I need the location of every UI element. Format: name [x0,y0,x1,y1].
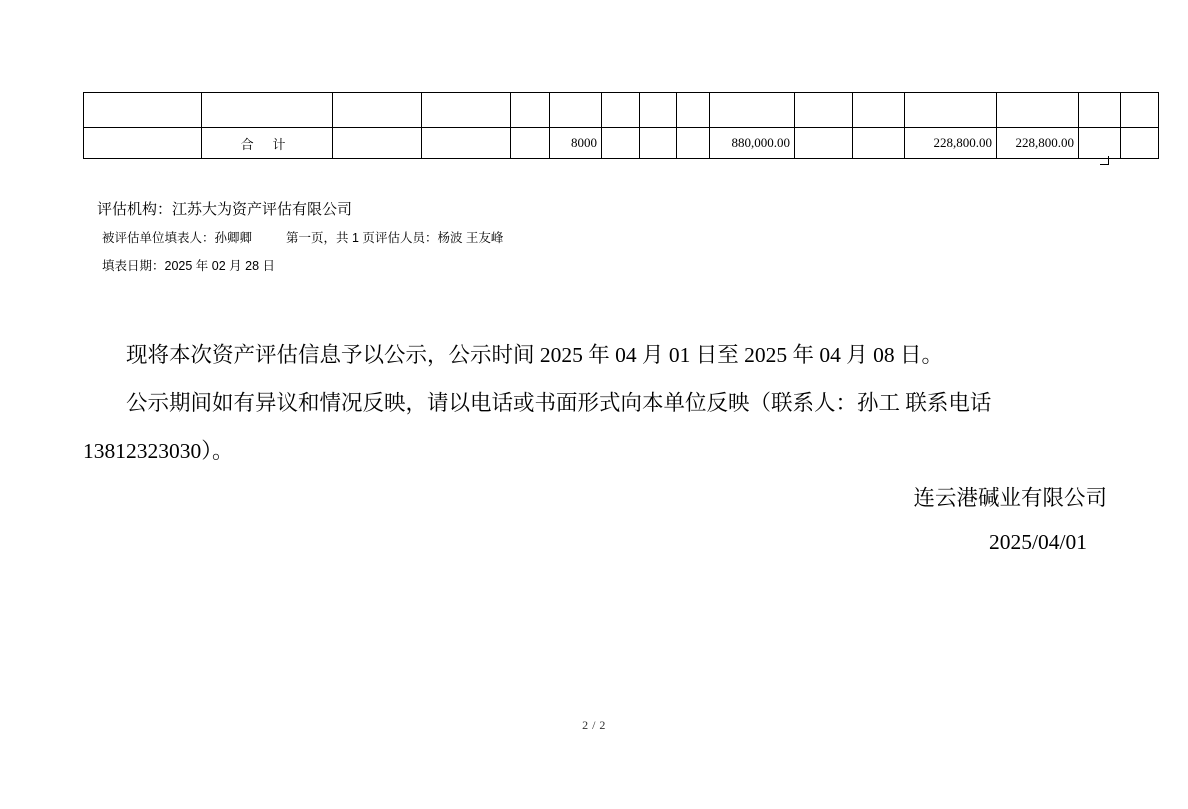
table-cell [795,93,853,128]
total-label-cell: 合 计 [202,128,333,159]
table-row-total [84,128,1159,159]
preparer-line [97,228,997,246]
signature-date: 2025/04/01 [989,530,1087,554]
table-cell [422,128,511,159]
agency-name: 江苏大为资产评估有限公司 [172,201,353,218]
table-cell [677,128,710,159]
table-cell [602,93,640,128]
table-cell [333,128,422,159]
fill-date-label: 填表日期： [102,259,165,273]
table-cell-value2: 228,800.00 [997,128,1079,159]
table-cell [905,93,997,128]
agency-label: 评估机构： [97,201,173,218]
table-cell [550,93,602,128]
summary-table-container [83,92,1107,159]
preparer-name: 孙卿卿 [214,231,253,245]
table-cell [84,128,202,159]
paragraph-public-notice: 现将本次资产评估信息予以公示，公示时间 2025 年 04 月 01 日至 2025 年 04 月 08 日。 [126,343,944,367]
page-info: 第一页，共 1 页 [286,231,375,245]
page-number: 2 / 2 [582,718,606,732]
table-cell [511,128,550,159]
table-cell [853,93,905,128]
signature-block [83,476,1188,564]
form-meta-block [97,198,997,274]
table-cell [640,128,677,159]
table-cell [853,128,905,159]
table-cell [511,93,550,128]
paragraph-objection: 公示期间如有异议和情况反映，请以电话或书面形式向本单位反映（联系人：孙工 联系电话 [126,391,992,415]
table-cell [1079,128,1121,159]
table-cell-amount: 880,000.00 [710,128,795,159]
table-cell [710,93,795,128]
table-cell [84,93,202,128]
table-cell [1121,128,1159,159]
table-cell [795,128,853,159]
announcement-body [83,333,1107,477]
table-corner-mark [1100,156,1109,165]
paragraph-objection-continued: 13812323030）。 [83,439,234,463]
table-cell [677,93,710,128]
fill-date-value: 2025 年 02 月 28 日 [164,259,275,273]
appraisers-label: 评估人员： [374,231,438,245]
appraisers-names: 杨波 王友峰 [437,231,504,245]
table-cell [422,93,511,128]
table-row [84,93,1159,128]
table-cell [333,93,422,128]
table-cell [997,93,1079,128]
fill-date-line [97,256,997,274]
table-cell-quantity: 8000 [550,128,602,159]
table-cell [602,128,640,159]
table-cell [202,93,333,128]
signature-company: 连云港碱业有限公司 [913,486,1107,510]
agency-line [97,198,997,219]
summary-table [83,92,1159,159]
table-cell [640,93,677,128]
table-cell-value1: 228,800.00 [905,128,997,159]
table-cell [1121,93,1159,128]
table-cell [1079,93,1121,128]
preparer-label: 被评估单位填表人： [102,231,215,245]
